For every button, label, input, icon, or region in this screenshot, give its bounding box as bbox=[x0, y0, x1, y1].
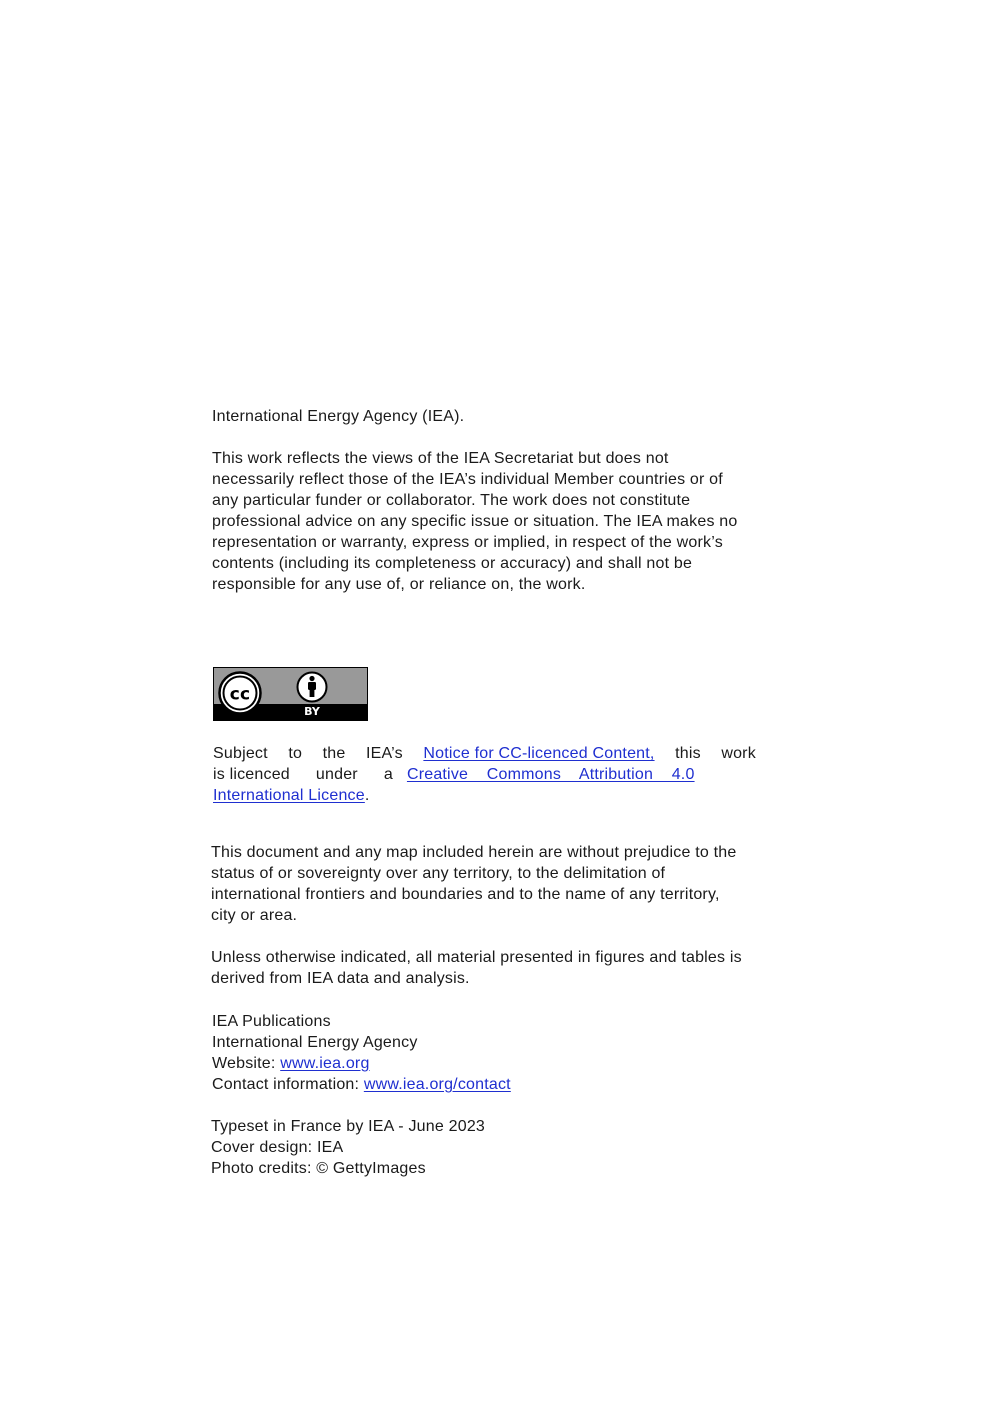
license-word: this bbox=[675, 745, 701, 762]
iea-name-line: International Energy Agency (IEA). bbox=[212, 408, 465, 425]
license-word: IEA’s bbox=[365, 745, 403, 762]
by-label: BY bbox=[304, 705, 320, 718]
typeset-credit: Typeset in France by IEA - June 2023 bbox=[211, 1118, 486, 1135]
disclaimer-line: responsible for any use of, or reliance on, the work. bbox=[212, 576, 586, 593]
license-word: a bbox=[383, 766, 393, 783]
cover-design-credit: Cover design: IEA bbox=[211, 1139, 344, 1156]
license-word: is licenced bbox=[213, 766, 290, 783]
contact-line bbox=[212, 1074, 782, 1095]
source-note-line: derived from IEA data and analysis. bbox=[211, 970, 470, 987]
agency-name: International Energy Agency bbox=[212, 1034, 418, 1051]
license-word: under bbox=[315, 766, 358, 783]
disclaimer-line: representation or warranty, express or implied, in respect of the work’s bbox=[212, 534, 723, 551]
license-word: the bbox=[322, 745, 346, 762]
contact-label: Contact information: bbox=[212, 1076, 364, 1093]
disclaimer-paragraph bbox=[212, 448, 782, 595]
territory-line: status of or sovereignty over any territory, to the delimitation of bbox=[211, 865, 666, 882]
disclaimer-line: any particular funder or collaborator. The work does not constitute bbox=[212, 492, 691, 509]
license-word: to bbox=[288, 745, 303, 762]
intro-section bbox=[212, 406, 782, 427]
disclaimer-line: professional advice on any specific issue or situation. The IEA makes no bbox=[212, 513, 738, 530]
disclaimer-line: This work reflects the views of the IEA Secretariat but does not bbox=[212, 450, 669, 467]
license-word: work bbox=[721, 745, 756, 762]
publisher-name: IEA Publications bbox=[212, 1013, 331, 1030]
territory-line: This document and any map included herein are without prejudice to the bbox=[211, 844, 737, 861]
territory-line: international frontiers and boundaries and to the name of any territory, bbox=[211, 886, 720, 903]
source-note bbox=[211, 947, 781, 989]
credits-section bbox=[211, 1116, 781, 1179]
attribution-person-icon bbox=[296, 671, 328, 703]
cc-attribution-licence-link[interactable]: Creative Commons Attribution 4.0 bbox=[406, 766, 695, 783]
photo-credit: Photo credits: © GettyImages bbox=[211, 1160, 426, 1177]
disclaimer-line: contents (including its completeness or accuracy) and shall not be bbox=[212, 555, 693, 572]
cc-attribution-licence-link-continued[interactable]: International Licence bbox=[213, 787, 365, 804]
source-note-line: Unless otherwise indicated, all material presented in figures and tables is bbox=[211, 949, 742, 966]
territory-disclaimer bbox=[211, 842, 781, 926]
creative-commons-icon bbox=[218, 671, 262, 715]
territory-line: city or area. bbox=[211, 907, 298, 924]
contact-link[interactable]: www.iea.org/contact bbox=[363, 1076, 511, 1093]
license-word: Subject bbox=[213, 745, 268, 762]
license-statement bbox=[213, 743, 756, 806]
disclaimer-line: necessarily reflect those of the IEA’s individual Member countries or of bbox=[212, 471, 723, 488]
website-line bbox=[212, 1053, 782, 1074]
license-line-3 bbox=[213, 785, 756, 806]
license-line-2 bbox=[213, 764, 695, 785]
website-label: Website: bbox=[212, 1055, 281, 1072]
license-period: . bbox=[364, 787, 370, 804]
license-line-1 bbox=[213, 743, 756, 764]
publisher-info bbox=[212, 1011, 782, 1095]
cc-text: cc bbox=[229, 684, 251, 705]
website-link[interactable]: www.iea.org bbox=[280, 1055, 370, 1072]
cc-by-license-badge bbox=[213, 667, 368, 721]
notice-cc-content-link[interactable]: Notice for CC-licenced Content, bbox=[423, 745, 655, 762]
